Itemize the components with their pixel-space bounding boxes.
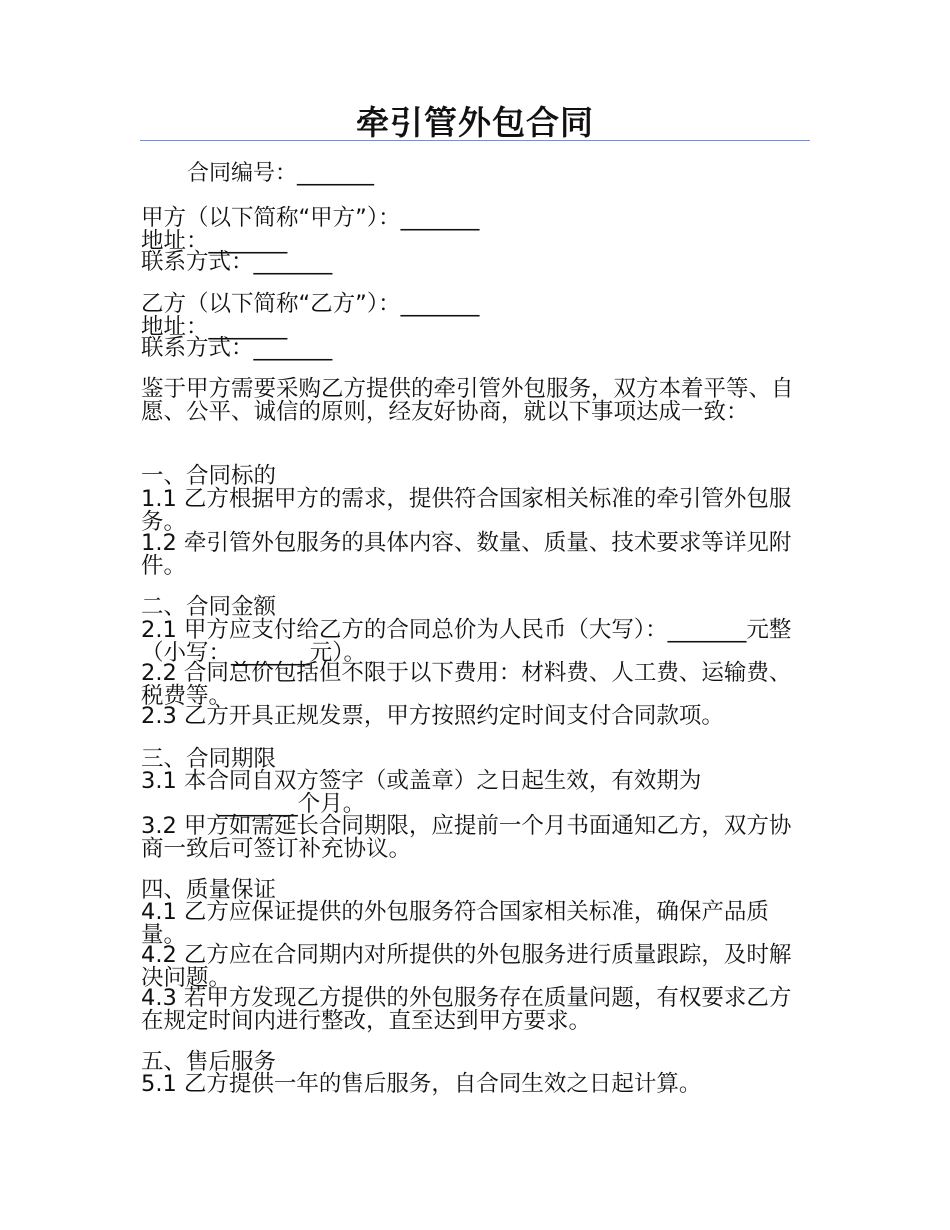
party-b-name: 乙方（以下简称“乙方”）：_______ — [141, 291, 480, 317]
clause-4-3: 4.3 若甲方发现乙方提供的外包服务存在质量问题，有权要求乙方在规定时间内进行整改，直至达到甲方要求。 — [141, 985, 792, 1034]
clause-5-1: 5.1 乙方提供一年的售后服务，自合同生效之日起计算。 — [141, 1071, 702, 1097]
clause-2-3: 2.3 乙方开具正规发票，甲方按照约定时间支付合同款项。 — [141, 703, 724, 729]
section-heading: 二、合同金额 — [141, 594, 277, 620]
party-a-contact: 联系方式：_______ — [141, 249, 333, 275]
contract-number: 合同编号：_______ — [187, 161, 375, 186]
party-a-name: 甲方（以下简称“甲方”）：_______ — [141, 205, 480, 231]
clause-3-1: 3.1 本合同自双方签字（或盖章）之日起生效，有效期为 — [141, 768, 702, 794]
clause-4-1: 4.1 乙方应保证提供的外包服务符合国家相关标准，确保产品质量。 — [141, 899, 769, 948]
section-heading: 五、售后服务 — [141, 1049, 277, 1075]
clause-2-2: 2.2 合同总价包括但不限于以下费用：材料费、人工费、运输费、税费等。 — [141, 660, 792, 709]
party-b-contact: 联系方式：_______ — [141, 335, 333, 361]
page-title: 牵引管外包合同 — [356, 103, 594, 142]
clause-1-2: 1.2 牵引管外包服务的具体内容、数量、质量、技术要求等详见附件。 — [141, 530, 792, 579]
clause-3-2: 3.2 甲方如需延长合同期限，应提前一个月书面通知乙方，双方协商一致后可签订补充协议。 — [141, 813, 792, 862]
preamble-paragraph: 鉴于甲方需要采购乙方提供的牵引管外包服务，双方本着平等、自愿、公平、诚信的原则，经友好协商，就以下事项达成一致： — [141, 376, 794, 425]
clause-4-2: 4.2 乙方应在合同期内对所提供的外包服务进行质量跟踪，及时解决问题。 — [141, 942, 792, 991]
party-a-address: 地址：_______ — [141, 228, 288, 254]
clause-3-1-cont: _______个月。 — [219, 791, 366, 817]
clause-2-1: 2.1 甲方应支付给乙方的合同总价为人民币（大写）：_______元整（小写：_______元）。 — [141, 617, 792, 666]
section-heading: 一、合同标的 — [141, 463, 277, 489]
title-underline — [140, 140, 810, 141]
party-b-address: 地址：_______ — [141, 314, 288, 340]
clause-1-1: 1.1 乙方根据甲方的需求，提供符合国家相关标准的牵引管外包服务。 — [141, 486, 792, 535]
section-heading: 四、质量保证 — [141, 877, 277, 903]
section-heading: 三、合同期限 — [141, 746, 277, 772]
